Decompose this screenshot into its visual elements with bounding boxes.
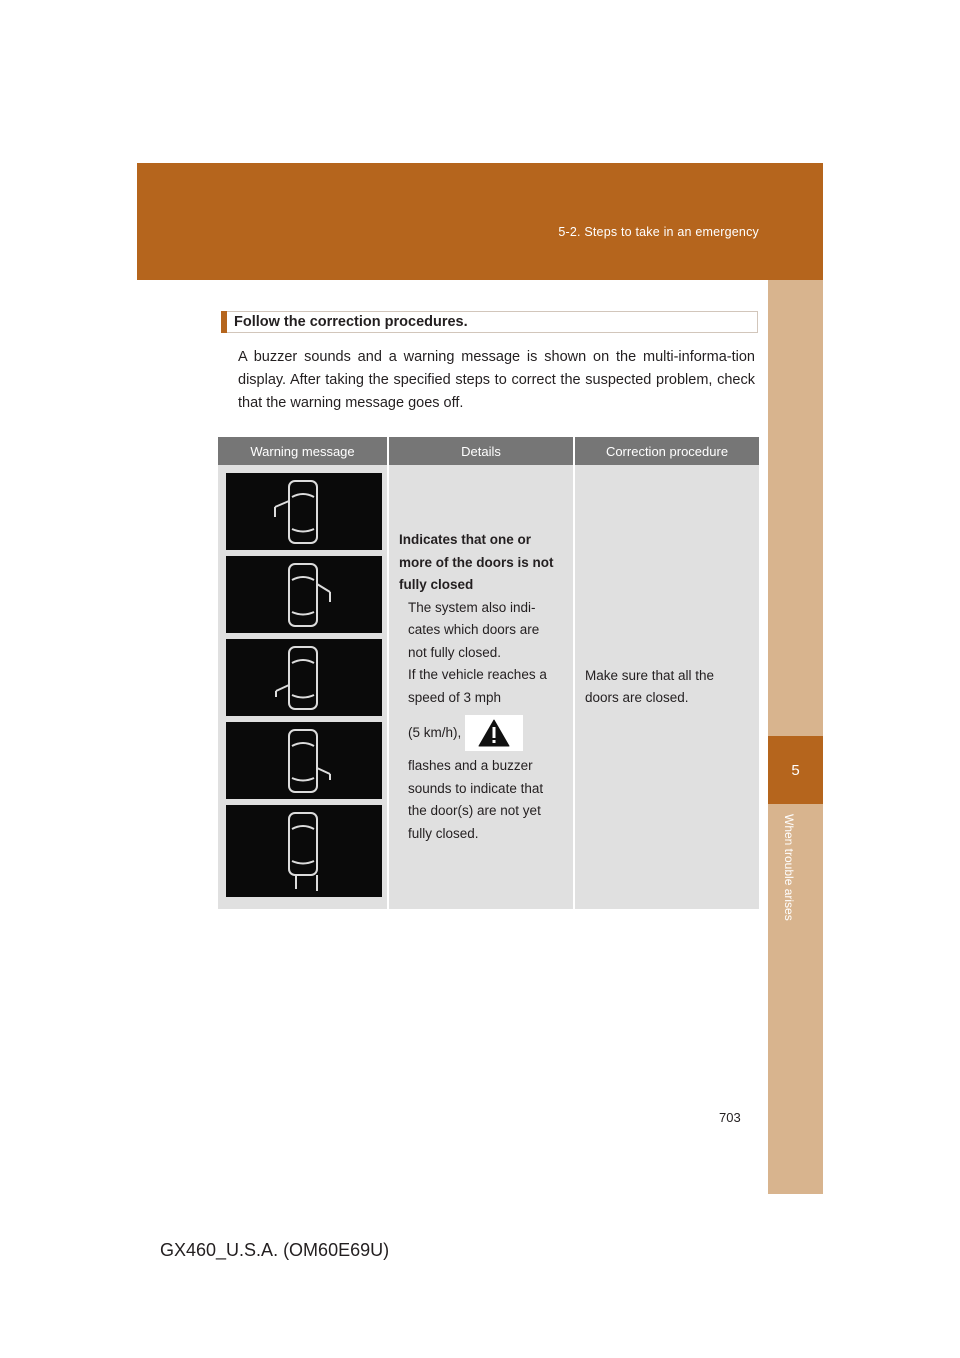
door-ajar-driver-front-icon [226,473,382,550]
page-number: 703 [719,1110,741,1125]
details-cell [388,465,574,909]
warning-table [218,437,759,909]
speed-line [399,715,567,751]
section-heading [221,311,758,333]
details-line: sounds to indicate that [408,780,544,796]
intro-paragraph: A buzzer sounds and a warning message is shown on the multi-informa-tion display. After taking the specified steps to correct the suspected problem, check that the warning message goes off. [238,349,755,411]
details-line: The system also indi- [408,599,536,615]
speed-prefix: (5 km/h), [408,724,462,740]
details-line: If the vehicle reaches a [408,667,547,682]
chapter-title-label: When trouble arises [782,814,796,921]
door-ajar-passenger-front-icon [226,556,382,633]
details-line: cates which doors are [408,622,540,637]
chapter-number-tab[interactable]: 5 [768,736,823,804]
heading-accent-bar [221,311,227,333]
correction-line: doors are closed. [585,690,689,705]
column-header-details: Details [388,437,574,465]
details-line: not fully closed. [408,644,502,660]
details-line: fully closed. [408,825,479,841]
section-breadcrumb: 5-2. Steps to take in an emergency [558,225,759,239]
correction-cell [574,465,759,909]
details-headline-3: fully closed [399,577,474,592]
section-title: Follow the correction procedures. [234,314,468,330]
warning-images-cell [218,465,388,909]
column-header-warning-message: Warning message [218,437,388,465]
details-headline-2: more of the doors is not [399,554,554,570]
master-warning-icon [465,715,523,751]
details-line: flashes and a buzzer [408,758,533,773]
details-headline-1: Indicates that one or [399,532,532,547]
door-ajar-driver-rear-icon [226,639,382,716]
chapter-side-strip [768,280,823,1194]
details-line: speed of 3 mph [408,689,502,705]
correction-line: Make sure that all the [585,667,715,683]
column-header-correction: Correction procedure [574,437,759,465]
chapter-header-band [137,163,823,280]
details-line: the door(s) are not yet [408,803,541,818]
back-door-ajar-icon [226,805,382,897]
door-ajar-passenger-rear-icon [226,722,382,799]
document-footer: GX460_U.S.A. (OM60E69U) [160,1240,390,1260]
